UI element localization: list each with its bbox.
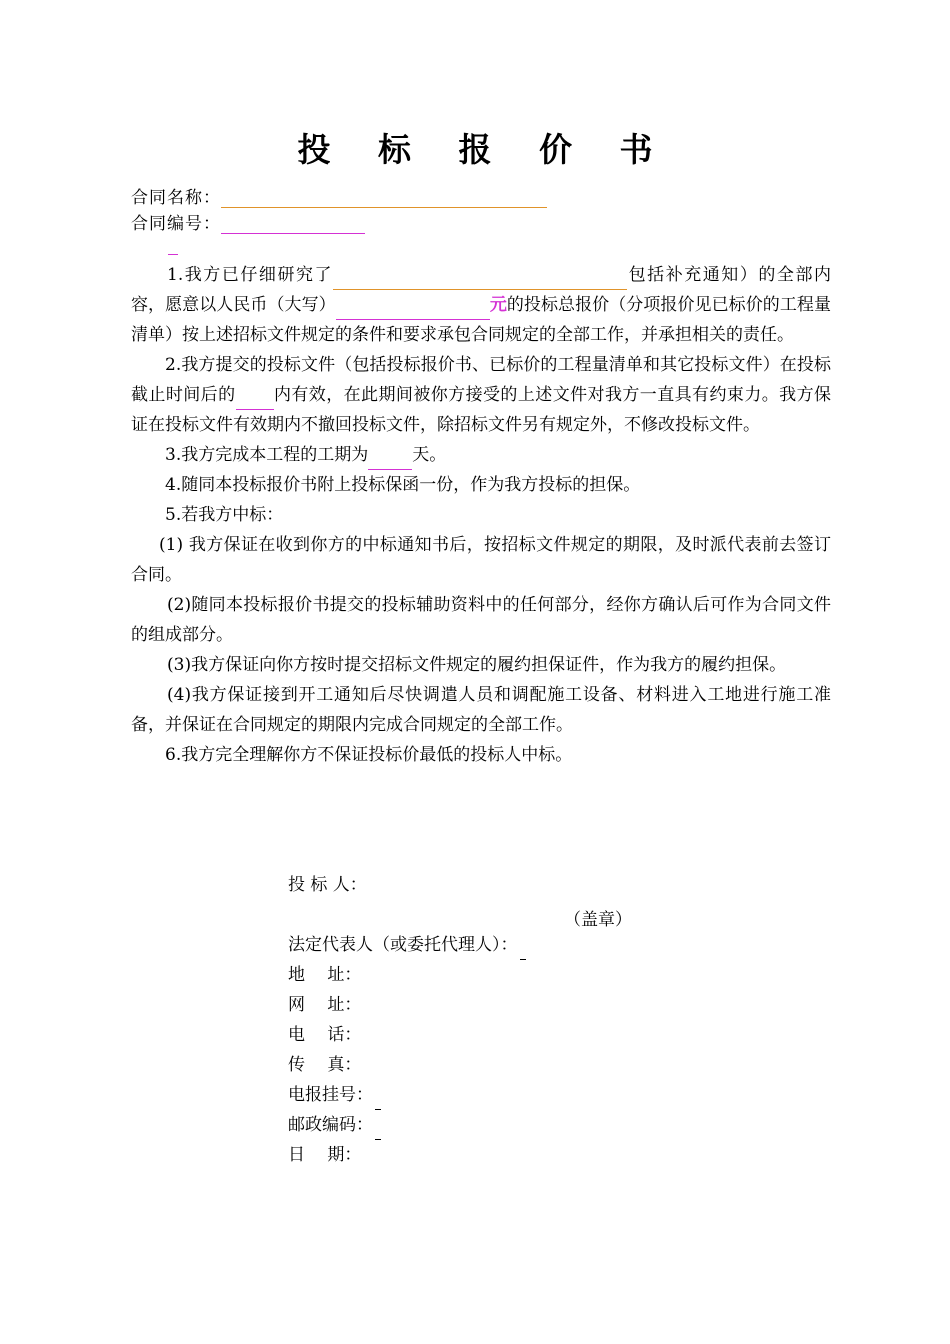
clause-5: 5.若我方中标： xyxy=(165,505,284,525)
contract-name-row xyxy=(131,183,547,208)
stamp-row-spacer xyxy=(288,900,526,930)
signature-block xyxy=(288,870,526,1170)
postcode-row: 邮政编码： xyxy=(288,1110,526,1140)
bid-body xyxy=(131,260,831,770)
clause-5-4: (4)我方保证接到开工通知后尽快调遣人员和调配施工设备、材料进入工地进行施工准备，并保证在合同规定的期限内完成合同规定的全部工作。 xyxy=(131,685,831,735)
stamp-label: （盖章） xyxy=(564,910,632,930)
small-underline-mark xyxy=(168,238,178,255)
clause-5-1: (1) 我方保证在收到你方的中标通知书后，按招标文件规定的期限，及时派代表前去签订合同。 xyxy=(131,535,831,585)
contract-name-blank xyxy=(221,189,547,208)
date-row: 日 期： xyxy=(288,1145,362,1165)
blank-amount xyxy=(336,299,490,320)
page-title: 投 标 报 价 书 xyxy=(297,130,671,169)
yuan-label: 元 xyxy=(489,295,507,315)
blank-duration xyxy=(368,449,412,470)
telegraph-blank xyxy=(375,1093,381,1110)
clause-5-2: (2)随同本投标报价书提交的投标辅助资料中的任何部分，经你方确认后可作为合同文件的组成部分。 xyxy=(131,595,831,645)
clause-4: 4.随同本投标报价书附上投标保函一份，作为我方投标的担保。 xyxy=(165,475,641,495)
contract-no-blank xyxy=(221,215,365,234)
address-row: 地 址： xyxy=(288,965,362,985)
contract-name-label: 合同名称： xyxy=(131,188,221,208)
clause-5-3: (3)我方保证向你方按时提交招标文件规定的履约担保证件，作为我方的履约担保。 xyxy=(167,655,787,675)
phone-row: 电 话： xyxy=(288,1025,362,1045)
website-row: 网 址： xyxy=(288,995,362,1015)
clause-1: 1.我方已仔细研究了 包括补充通知）的全部内容，愿意以人民币（大写） 元的投标总报价（分项报价见已标价的工程量清单）按上述招标文件规定的条件和要求承包合同规定的全部工作，并承担相关的责任。 xyxy=(131,265,831,345)
blank-tender-doc xyxy=(333,269,627,290)
clause-3: 3.我方完成本工程的工期为 天。 xyxy=(131,440,831,470)
legal-rep-row: 法定代表人（或委托代理人）： xyxy=(288,930,526,960)
postcode-blank xyxy=(375,1123,381,1140)
telegraph-row: 电报挂号： xyxy=(288,1080,526,1110)
legal-rep-blank xyxy=(520,943,526,960)
contract-no-row xyxy=(131,209,365,234)
fax-row: 传 真： xyxy=(288,1055,362,1075)
clause-6: 6.我方完全理解你方不保证投标价最低的投标人中标。 xyxy=(165,745,573,765)
bidder-row: 投 标 人： xyxy=(288,875,367,895)
blank-validity xyxy=(236,389,274,410)
contract-no-label: 合同编号： xyxy=(131,214,221,234)
clause-2: 2.我方提交的投标文件（包括投标报价书、已标价的工程量清单和其它投标文件）在投标截止时间后的 内有效，在此期间被你方接受的上述文件对我方一直具有约束力。我方保证在投标文件有效期内不撤回投标文件，除招标文件另有规定外，不修改投标文件。 xyxy=(131,355,832,435)
